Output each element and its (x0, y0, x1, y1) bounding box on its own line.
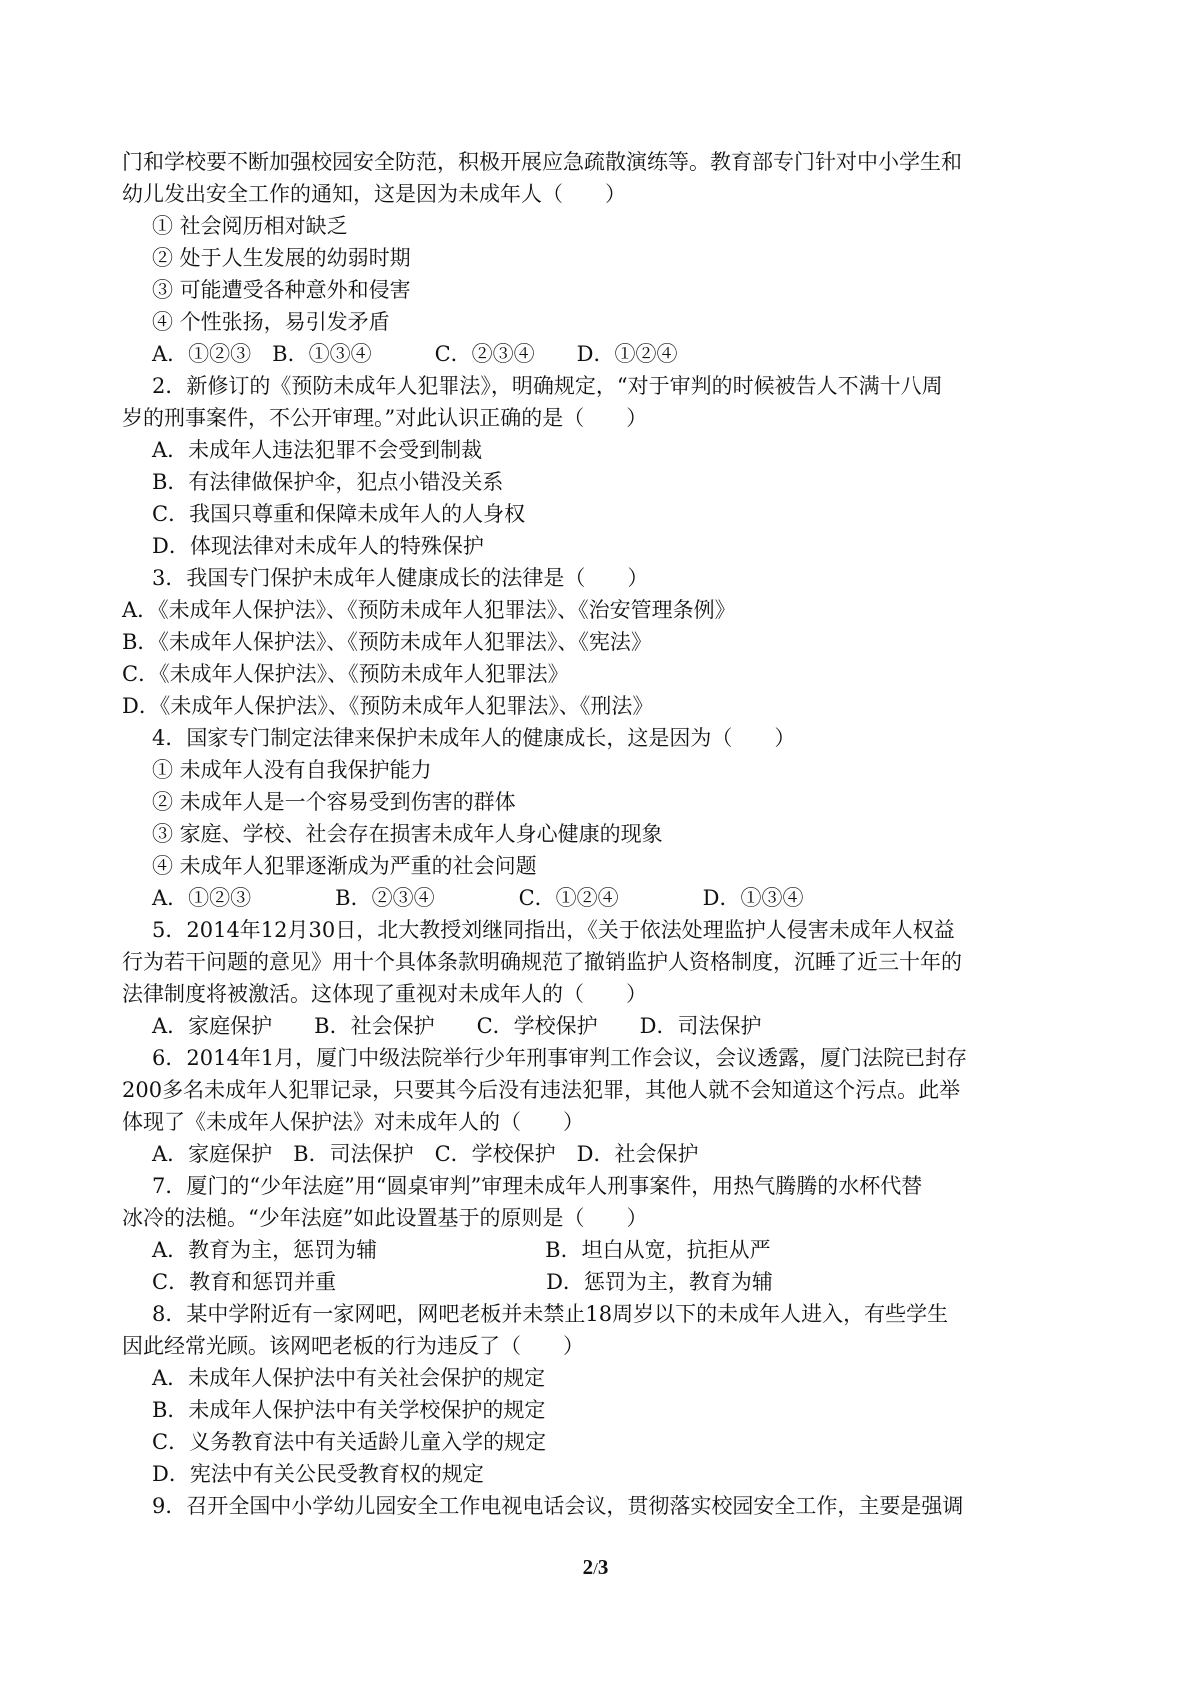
option-a: A．未成年人保护法中有关社会保护的规定 (152, 1366, 546, 1390)
question-4-text: 4．国家专门制定法律来保护未成年人的健康成长，这是因为（ ） (152, 726, 796, 750)
page-number: 2 (582, 1555, 594, 1579)
statement-4: ④ 个性张扬，易引发矛盾 (152, 310, 390, 334)
text-line: 幼儿发出安全工作的通知，这是因为未成年人（ ） (122, 182, 626, 206)
page-footer (0, 1555, 1191, 1580)
answer-options-ab: A．教育为主，惩罚为辅 B．坦白从宽，抗拒从严 (152, 1238, 771, 1262)
statement-4: ④ 未成年人犯罪逐渐成为严重的社会问题 (152, 854, 537, 878)
text-line: 体现了《未成年人保护法》对未成年人的（ ） (122, 1110, 584, 1134)
page-separator: / (593, 1559, 598, 1578)
option-c: C．我国只尊重和保障未成年人的人身权 (152, 502, 526, 526)
question-6-text: 6．2014年1月，厦门中级法院举行少年刑事审判工作会议，会议透露，厦门法院已封存 (152, 1046, 968, 1070)
option-b: B．有法律做保护伞，犯点小错没关系 (152, 470, 504, 494)
text-line: 行为若干问题的意见》用十个具体条款明确规范了撤销监护人资格制度，沉睡了近三十年的 (122, 950, 962, 974)
question-3-text: 3．我国专门保护未成年人健康成长的法律是（ ） (152, 566, 649, 590)
statement-2: ② 未成年人是一个容易受到伤害的群体 (152, 790, 516, 814)
answer-options: A．家庭保护 B．司法保护 C．学校保护 D．社会保护 (152, 1142, 699, 1166)
text-line: 200多名未成年人犯罪记录，只要其今后没有违法犯罪，其他人就不会知道这个污点。此举 (122, 1078, 961, 1102)
answer-options: A．家庭保护 B．社会保护 C．学校保护 D．司法保护 (152, 1014, 762, 1038)
option-a: A．《未成年人保护法》、《预防未成年人犯罪法》、《治安管理条例》 (122, 598, 736, 622)
option-b: B．未成年人保护法中有关学校保护的规定 (152, 1398, 546, 1422)
question-2-text: 2．新修订的《预防未成年人犯罪法》，明确规定，“对于审判的时候被告人不满十八周 (152, 374, 943, 398)
text-line: 因此经常光顾。该网吧老板的行为违反了（ ） (122, 1334, 584, 1358)
option-d: D．宪法中有关公民受教育权的规定 (152, 1462, 484, 1486)
option-c: C．义务教育法中有关适龄儿童入学的规定 (152, 1430, 547, 1454)
option-d: D．《未成年人保护法》、《预防未成年人犯罪法》、《刑法》 (122, 694, 654, 718)
statement-1: ① 未成年人没有自我保护能力 (152, 758, 432, 782)
option-a: A．未成年人违法犯罪不会受到制裁 (152, 438, 483, 462)
statement-3: ③ 可能遭受各种意外和侵害 (152, 278, 411, 302)
text-line: 冰冷的法槌。“少年法庭”如此设置基于的原则是（ ） (122, 1206, 648, 1230)
text-line: 门和学校要不断加强校园安全防范，积极开展应急疏散演练等。教育部专门针对中小学生和 (122, 150, 962, 174)
page-total: 3 (597, 1555, 609, 1579)
answer-options: A．①②③ B．①③④ C．②③④ D．①②④ (152, 342, 678, 366)
question-9-text: 9．召开全国中小学幼儿园安全工作电视电话会议，贯彻落实校园安全工作，主要是强调 (152, 1494, 964, 1518)
answer-options: A．①②③ B．②③④ C．①②④ D．①③④ (152, 886, 804, 910)
statement-2: ② 处于人生发展的幼弱时期 (152, 246, 411, 270)
option-c: C．《未成年人保护法》、《预防未成年人犯罪法》 (122, 662, 569, 686)
answer-options-cd: C．教育和惩罚并重 D．惩罚为主，教育为辅 (152, 1270, 773, 1294)
option-d: D．体现法律对未成年人的特殊保护 (152, 534, 484, 558)
option-b: B．《未成年人保护法》、《预防未成年人犯罪法》、《宪法》 (122, 630, 652, 654)
text-line: 法律制度将被激活。这体现了重视对未成年人的（ ） (122, 982, 647, 1006)
text-line: 岁的刑事案件，不公开审理。”对此认识正确的是（ ） (122, 406, 648, 430)
question-8-text: 8．某中学附近有一家网吧，网吧老板并未禁止18周岁以下的未成年人进入，有些学生 (152, 1302, 949, 1326)
statement-1: ① 社会阅历相对缺乏 (152, 214, 348, 238)
question-5-text: 5．2014年12月30日，北大教授刘继同指出，《关于依法处理监护人侵害未成年人权益 (152, 918, 955, 942)
statement-3: ③ 家庭、学校、社会存在损害未成年人身心健康的现象 (152, 822, 663, 846)
question-7-text: 7．厦门的“少年法庭”用“圆桌审判”审理未成年人刑事案件，用热气腾腾的水杯代替 (152, 1174, 923, 1198)
